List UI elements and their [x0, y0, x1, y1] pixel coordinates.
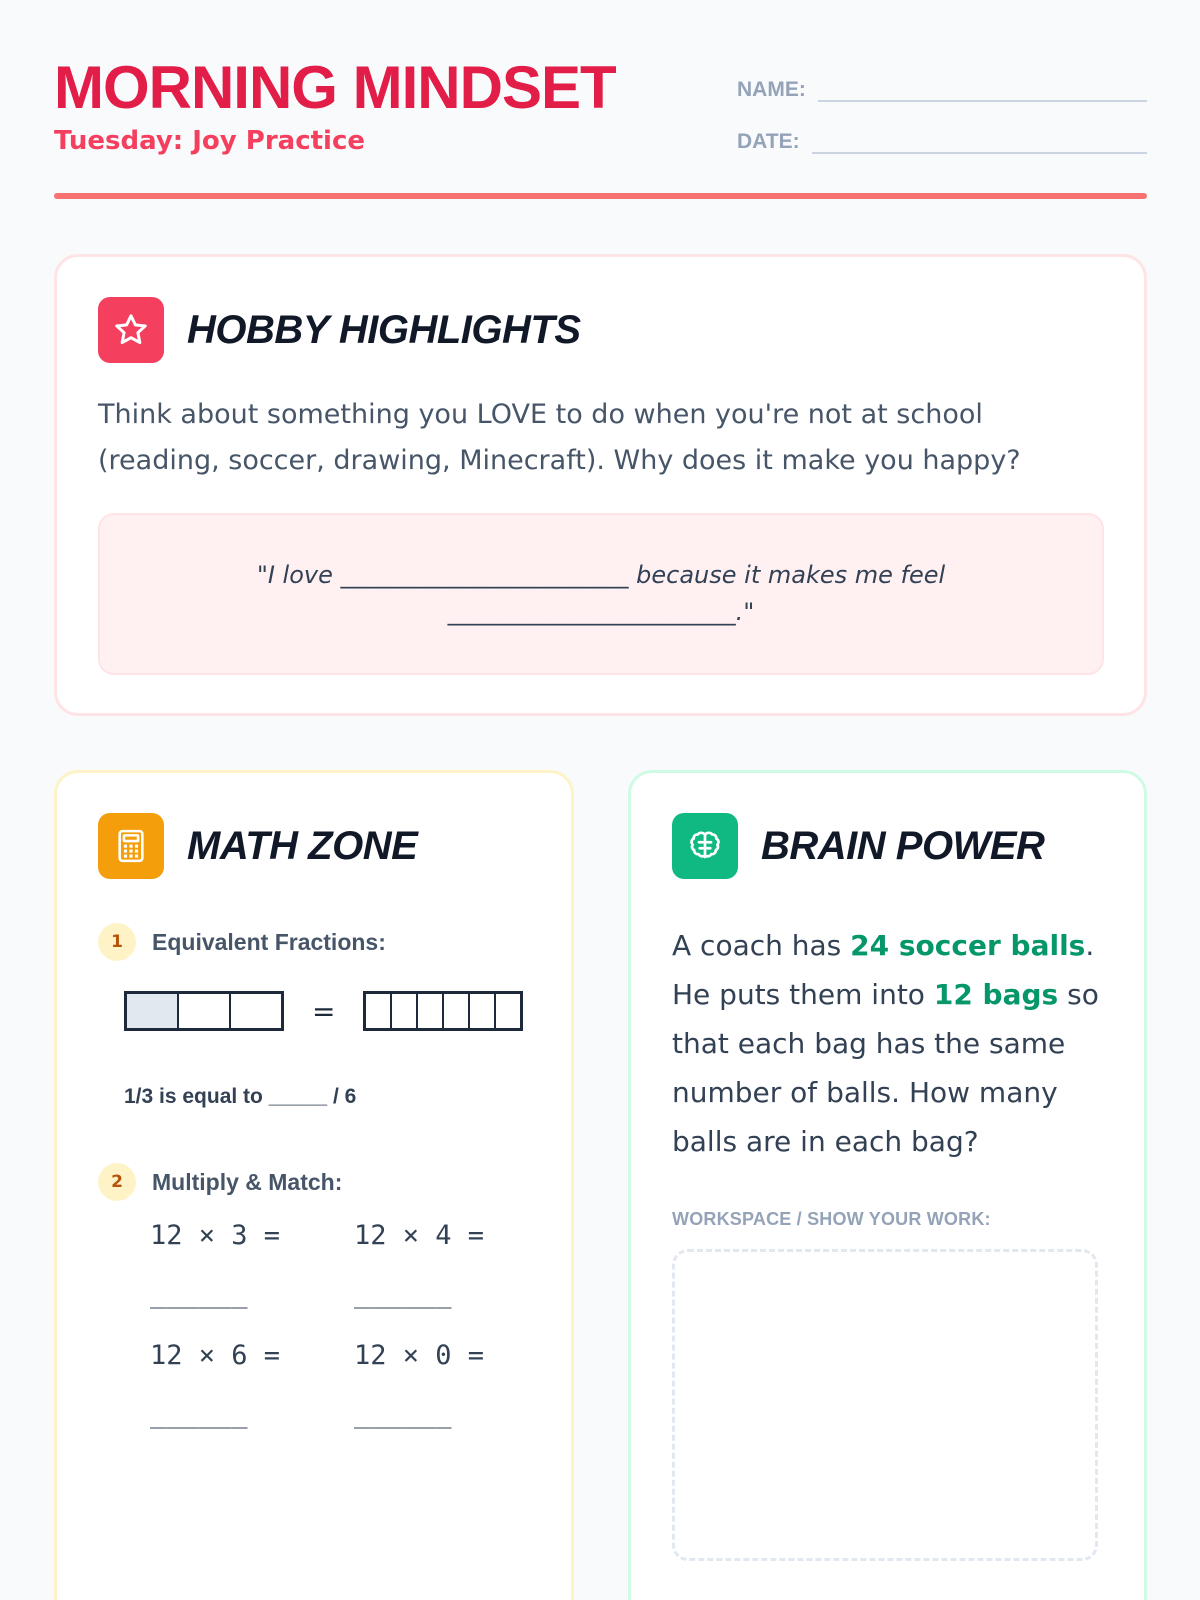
fraction-segment [392, 994, 418, 1028]
student-info [737, 54, 1147, 158]
date-label: DATE: [737, 130, 800, 153]
fraction-bar-sixths[interactable] [363, 991, 523, 1031]
multiplication-problem[interactable]: 12 × 3 = ______ [150, 1220, 281, 1309]
fraction-segment [496, 994, 520, 1028]
word-problem-text: so that each bag has the same number of balls. How many balls are in each bag? [672, 978, 1099, 1158]
fraction-caption: 1/3 is equal to _____ / 6 [124, 1085, 357, 1108]
multiplication-problems [150, 1207, 550, 1447]
worksheet-header [54, 54, 1147, 202]
hobby-sentence: "I love ________________________ because it makes me feel ________________________." [256, 561, 946, 626]
highlight-bags: 12 bags [933, 978, 1059, 1011]
equals-sign: = [312, 994, 336, 1028]
brain-header [672, 813, 1044, 879]
fraction-segment [470, 994, 496, 1028]
brain-icon [672, 813, 738, 879]
hobby-title: HOBBY HIGHLIGHTS [187, 307, 581, 352]
highlight-soccer-balls: 24 soccer balls [850, 929, 1086, 962]
fraction-segment [366, 994, 392, 1028]
word-problem [672, 921, 1112, 1166]
date-field[interactable] [812, 152, 1147, 154]
header-divider [54, 193, 1147, 199]
fraction-segment [418, 994, 444, 1028]
fraction-models [124, 991, 523, 1031]
hobby-answer-box[interactable] [98, 513, 1104, 675]
fraction-segment [127, 994, 179, 1028]
fraction-segment [231, 994, 281, 1028]
fraction-segment [444, 994, 470, 1028]
calculator-icon [98, 813, 164, 879]
fraction-bar-thirds [124, 991, 284, 1031]
page-title: MORNING MINDSET [54, 54, 616, 121]
brain-title: BRAIN POWER [761, 823, 1045, 868]
hobby-prompt: Think about something you LOVE to do when you're not at school (reading, soccer, drawing, Minecraft). Why does it make you happy? [98, 399, 1021, 476]
question-1 [98, 923, 386, 961]
math-zone-card [54, 770, 574, 1600]
name-field[interactable] [818, 100, 1147, 102]
math-header [98, 813, 417, 879]
name-row [737, 54, 1147, 106]
multiplication-problem[interactable]: 12 × 4 = ______ [354, 1220, 485, 1309]
multiplication-problem[interactable]: 12 × 0 = ______ [354, 1340, 485, 1429]
word-problem-text: . He puts them into [672, 929, 1095, 1011]
name-label: NAME: [737, 78, 806, 101]
brain-power-card [628, 770, 1147, 1600]
question-number-badge: 2 [98, 1163, 136, 1201]
question-2-label: Multiply & Match: [152, 1168, 343, 1195]
page-subtitle: Tuesday: Joy Practice [54, 126, 366, 156]
date-row [737, 106, 1147, 158]
multiplication-problem[interactable]: 12 × 6 = ______ [150, 1340, 281, 1429]
fraction-segment [179, 994, 231, 1028]
workspace-area[interactable] [672, 1249, 1098, 1561]
hobby-header [98, 297, 581, 363]
workspace-label: WORKSPACE / SHOW YOUR WORK: [672, 1209, 991, 1229]
question-2 [98, 1163, 342, 1201]
star-icon [98, 297, 164, 363]
question-1-label: Equivalent Fractions: [152, 928, 386, 955]
math-title: MATH ZONE [187, 823, 418, 868]
hobby-highlights-card [54, 254, 1147, 716]
word-problem-text: A coach has [672, 929, 851, 962]
question-number-badge: 1 [98, 923, 136, 961]
